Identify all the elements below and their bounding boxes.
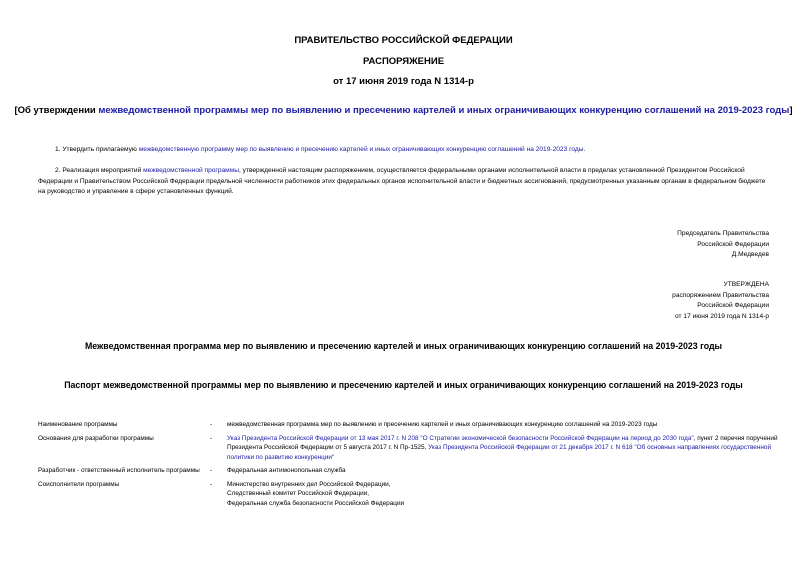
p1-suffix: . [583,146,586,153]
row-value: Федеральная антимонопольная служба [227,467,346,474]
row-value: межведомственная программа мер по выявлению и пресечению картелей и иных ограничивающих конкуренцию соглашений на 2019-2023 годы [227,421,658,428]
coexecutor-2: Следственный комитет Российской Федерации, [227,490,370,497]
decree-618-link[interactable]: Указ Президента Российской Федерации от 21 декабря 2017 г. N 618 "Об основных направлениях государственной политики по развитию конкуренции" [227,444,772,461]
doc-type-heading: РАСПОРЯЖЕНИЕ [362,56,445,67]
row-dash: - [210,467,213,474]
row2-text: , пункт 2 перечня поручений Президента Российской Федерации от 5 августа 2017 г. N Пр-1525, [227,434,778,451]
approval-line-1: УТВЕРЖДЕНА [723,281,769,288]
row-label: Разработчик - ответственный исполнитель программы [38,467,200,474]
doc-date-number: от 17 июня 2019 года N 1314-р [333,76,474,87]
row-label: Соисполнители программы [38,480,120,488]
program-title: Межведомственная программа мер по выявлению и пресечению картелей и иных ограничивающих конкуренцию соглашений на 2019-2023 годы [84,341,723,351]
p1-program-link[interactable]: межведомственную программу мер по выявлению и пресечению картелей и иных ограничивающих конкуренцию соглашений на 2019-2023 годы [138,146,584,153]
approval-block [672,280,769,322]
subject-link[interactable]: межведомственной программы мер по выявлению и пресечению картелей и иных ограничивающих конкуренцию соглашений на 2019-2023 годы [98,105,790,116]
approval-line-4: от 17 июня 2019 года N 1314-р [675,312,769,320]
doc-subject [0,105,807,116]
row-dash: - [210,434,213,442]
decree-208-link[interactable]: Указ Президента Российской Федерации от 13 мая 2017 г. N 208 "О Стратегии экономической безопасности Российской Федерации на период до 2030 года" [227,434,694,442]
coexecutor-3: Федеральная служба безопасности Российской Федерации [227,499,405,507]
paragraph-2 [38,166,773,198]
table-row [38,420,778,434]
signature-line-3: Д.Медведев [731,251,769,258]
p2-prefix: 2. Реализация мероприятий [55,167,144,174]
row-label: Наименование программы [38,421,118,428]
signature-line-1: Председатель Правительства [677,230,769,237]
row-value [227,434,778,467]
approval-line-2: распоряжением Правительства [672,291,769,299]
row-dash: - [210,480,213,488]
table-row [38,434,778,467]
signature-line-2: Российской Федерации [697,240,769,248]
coexecutor-1: Министерство внутренних дел Российской Федерации, [227,480,391,488]
table-row [38,466,778,480]
subject-suffix: ] [789,105,793,116]
row-value [227,480,778,513]
passport-table [38,420,778,512]
p1-prefix: 1. Утвердить прилагаемую [55,146,139,153]
subject-prefix: [Об утверждении [14,105,99,116]
row-label: Основания для разработки программы [38,434,154,442]
approval-line-3: Российской Федерации [697,302,769,309]
table-row [38,480,778,513]
p2-suffix: , утвержденной настоящим распоряжением, осуществляется федеральными органами исполнительной власти в пределах установленной Президентом Российской Федерации и Правительством Российской Федерации предельной численности работников этих федеральных органов исполнительной власти и бюджетных ассигнований, предусмотренных указанным органам в федеральном бюджете на руководство и управление в сфере установленных функций. [38,167,766,195]
paragraph-1 [38,145,773,156]
row-dash: - [210,421,213,428]
signature-block [677,229,769,261]
government-heading: ПРАВИТЕЛЬСТВО РОССИЙСКОЙ ФЕДЕРАЦИИ [294,35,513,46]
passport-title: Паспорт межведомственной программы мер по выявлению и пресечению картелей и иных ограничивающих конкуренцию соглашений на 2019-2023 годы [64,380,743,390]
p2-program-link[interactable]: межведомственной программы [143,167,239,174]
